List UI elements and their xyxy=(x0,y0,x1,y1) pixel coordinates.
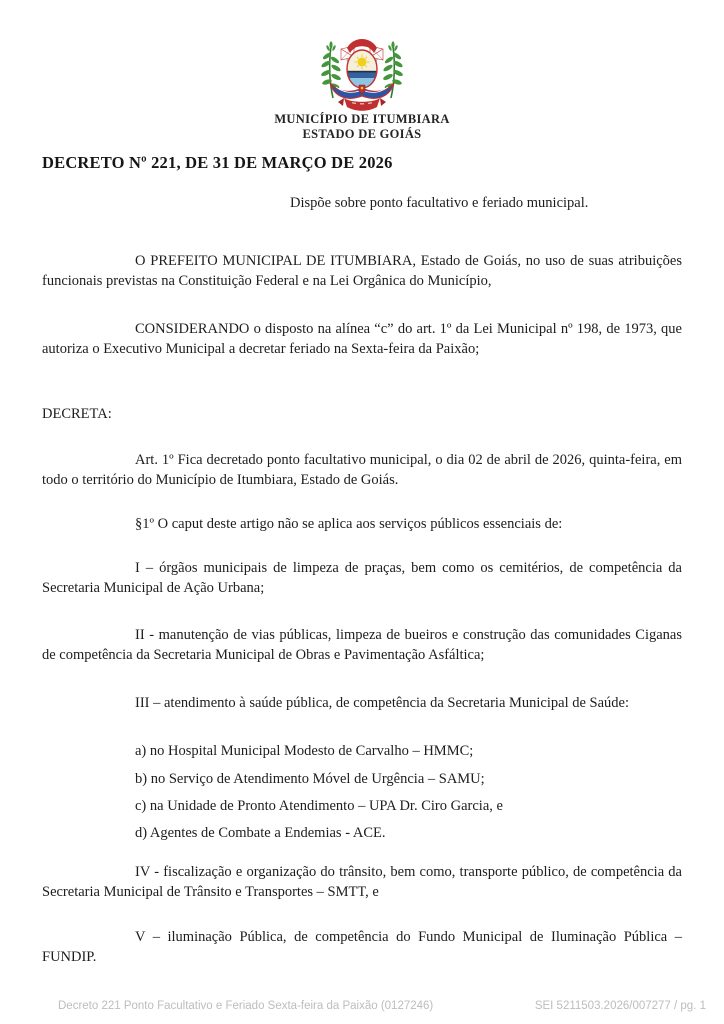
decree-title: DECRETO Nº 221, DE 31 DE MARÇO DE 2026 xyxy=(42,153,393,172)
municipality-name: MUNICÍPIO DE ITUMBIARA xyxy=(274,112,450,126)
article-1-paragraph: Art. 1º Fica decretado ponto facultativo municipal, o dia 02 de abril de 2026, quinta-feira, em todo o território do Município de Itumbiara, Estado de Goiás. xyxy=(42,451,682,488)
bottom-ribbon-icon xyxy=(338,98,386,111)
sun-icon xyxy=(358,58,367,67)
state-name: ESTADO DE GOIÁS xyxy=(302,127,422,141)
item-iii: III – atendimento à saúde pública, de competência da Secretaria Municipal de Saúde: xyxy=(135,694,630,711)
item-v: V – iluminação Pública, de competência do Fundo Municipal de Iluminação Pública – FUNDIP. xyxy=(42,928,682,965)
item-i: I – órgãos municipais de limpeza de praças, bem como os cemitérios, de competência da Secretaria Municipal de Ação Urbana; xyxy=(42,559,682,596)
item-iv: IV - fiscalização e organização do trânsito, bem como, transporte público, de competência da Secretaria Municipal de Trânsito e Transportes – SMTT, e xyxy=(42,863,682,900)
paragraph-1: §1º O caput deste artigo não se aplica aos serviços públicos essenciais de: xyxy=(135,515,563,532)
municipal-coat-of-arms-icon xyxy=(316,36,408,112)
preamble-paragraph: O PREFEITO MUNICIPAL DE ITUMBIARA, Estado de Goiás, no uso de suas atribuições funcionais previstas na Constituição Federal e na Lei Orgânica do Município, xyxy=(42,252,682,289)
item-ii: II - manutenção de vias públicas, limpeza de bueiros e construção das comunidades Ciganas de competência da Secretaria Municipal de Obras e Pavimentação Asfáltica; xyxy=(42,626,682,663)
considerando-paragraph: CONSIDERANDO o disposto na alínea “c” do art. 1º da Lei Municipal nº 198, de 1973, que autoriza o Executivo Municipal a decretar feriado na Sexta-feira da Paixão; xyxy=(42,320,682,357)
subitem-d: d) Agentes de Combate a Endemias - ACE. xyxy=(135,824,386,841)
subitem-c: c) na Unidade de Pronto Atendimento – UPA Dr. Ciro Garcia, e xyxy=(135,797,503,814)
footer-document-reference: Decreto 221 Ponto Facultativo e Feriado Sexta-feira da Paixão (0127246) xyxy=(58,1000,434,1012)
footer-sei-reference: SEI 5211503.2026/007277 / pg. 1 xyxy=(534,1000,706,1012)
subitem-a: a) no Hospital Municipal Modesto de Carvalho – HMMC; xyxy=(135,742,474,759)
decree-summary: Dispõe sobre ponto facultativo e feriado municipal. xyxy=(290,195,589,211)
shield-icon xyxy=(347,50,377,90)
decreta-label: DECRETA: xyxy=(42,405,112,422)
subitem-b: b) no Serviço de Atendimento Móvel de Urgência – SAMU; xyxy=(135,770,485,787)
page-footer xyxy=(0,999,724,1013)
